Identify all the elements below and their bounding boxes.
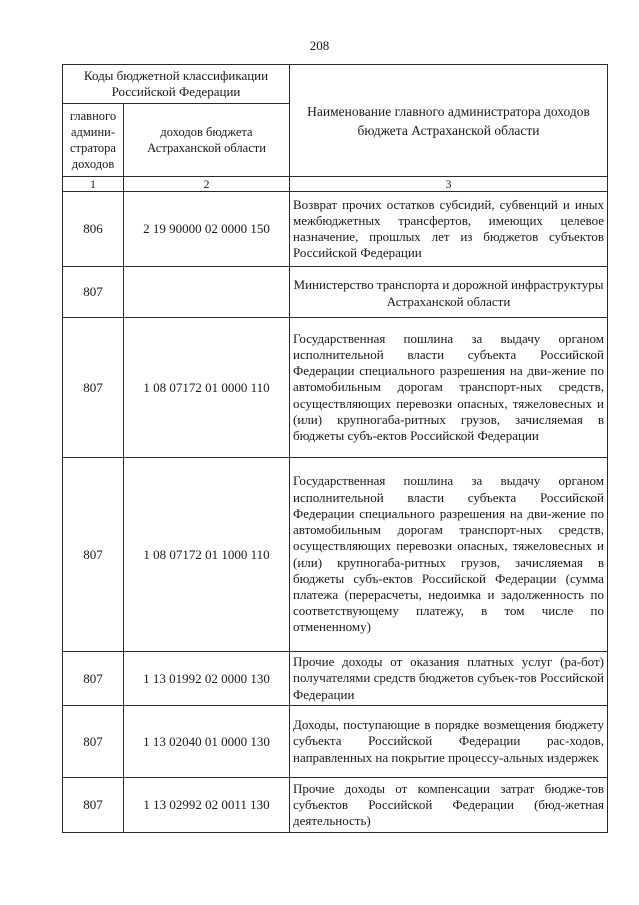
column-number-row — [63, 177, 608, 192]
admin-code-cell: 807 — [63, 318, 124, 458]
admin-code-cell: 807 — [63, 458, 124, 652]
description-cell: Прочие доходы от оказания платных услуг (ра-бот) получателями средств бюджетов субъек-тов Российской Федерации — [290, 652, 608, 706]
name-column-header: Наименование главного администратора доходов бюджета Астраханской области — [290, 65, 608, 177]
admin-column-header: главного админи-стратора доходов — [63, 104, 124, 177]
table-row — [63, 778, 608, 833]
description-cell: Прочие доходы от компенсации затрат бюдже-тов субъектов Российской Федерации (бюд-жетная деятельность) — [290, 778, 608, 833]
budget-code-cell: 1 08 07172 01 0000 110 — [124, 318, 290, 458]
budget-code-cell: 1 13 01992 02 0000 130 — [124, 652, 290, 706]
table-row — [63, 318, 608, 458]
budget-code-cell: 1 13 02040 01 0000 130 — [124, 706, 290, 778]
codes-group-header: Коды бюджетной классификации Российской Федерации — [63, 65, 290, 104]
budget-code-cell: 1 13 02992 02 0011 130 — [124, 778, 290, 833]
column-number-1: 1 — [63, 177, 124, 192]
table-row — [63, 652, 608, 706]
budget-code-cell: 1 08 07172 01 1000 110 — [124, 458, 290, 652]
admin-code-cell: 807 — [63, 652, 124, 706]
admin-code-cell: 807 — [63, 267, 124, 318]
admin-code-cell: 806 — [63, 192, 124, 267]
budget-classification-table — [62, 64, 608, 833]
table-row — [63, 267, 608, 318]
column-number-3: 3 — [290, 177, 608, 192]
description-cell: Доходы, поступающие в порядке возмещения бюджету субъекта Российской Федерации рас-ходов, направленных на покрытие процессу-альных издержек — [290, 706, 608, 778]
budget-code-cell: 2 19 90000 02 0000 150 — [124, 192, 290, 267]
description-cell: Государственная пошлина за выдачу органом исполнительной власти субъекта Российской Федерации специального разрешения на дви-жение по автомобильным дорогам транспорт-ных средств, осуществляющих перевозки опасных, тяжеловесных и (или) крупногаба-ритных грузов, зачисляемая в бюджеты субъ-ектов Российской Федерации (сумма платежа (перерасчеты, недоимка и задолженность по соответствующему платежу, в том числе по отмененному) — [290, 458, 608, 652]
header-row — [63, 65, 608, 104]
column-number-2: 2 — [124, 177, 290, 192]
code-column-header: доходов бюджета Астраханской области — [124, 104, 290, 177]
admin-code-cell: 807 — [63, 778, 124, 833]
table-row — [63, 192, 608, 267]
description-cell: Возврат прочих остатков субсидий, субвенций и иных межбюджетных трансфертов, имеющих целевое назначение, прошлых лет из бюджетов субъектов Российской Федерации — [290, 192, 608, 267]
budget-code-cell — [124, 267, 290, 318]
admin-code-cell: 807 — [63, 706, 124, 778]
table-row — [63, 458, 608, 652]
description-cell: Министерство транспорта и дорожной инфраструктуры Астраханской области — [290, 267, 608, 318]
page-number: 208 — [309, 38, 330, 53]
description-cell: Государственная пошлина за выдачу органом исполнительной власти субъекта Российской Федерации специального разрешения на дви-жение по автомобильным дорогам транспорт-ных средств, осуществляющих перевозки опасных, тяжеловесных и (или) крупногаба-ритных грузов, зачисляемая в бюджеты субъ-ектов Российской Федерации — [290, 318, 608, 458]
table-row — [63, 706, 608, 778]
